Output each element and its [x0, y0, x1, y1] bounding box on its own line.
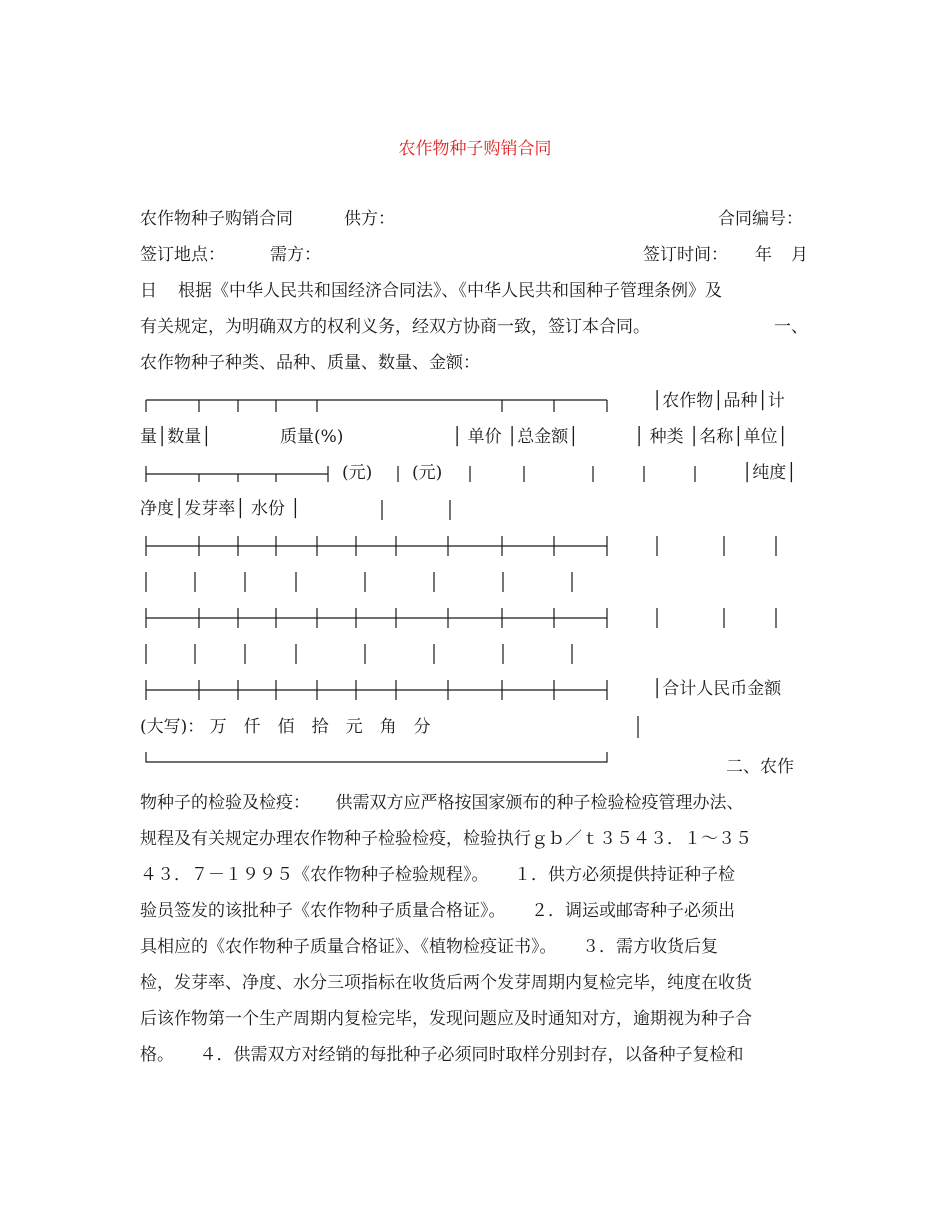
total-amount-label: │合计人民币金额 [652, 679, 782, 699]
intro-line-2 [140, 312, 810, 342]
year-label: 年 [755, 245, 772, 265]
body-line: 检，发芽率、净度、水分三项指标在收货后两个发芽周期内复检完毕，纯度在收货 [140, 973, 752, 993]
body-line: 格。 ４．供需双方对经销的每批种子必须同时取样分别封存，以备种子复检和 [140, 1045, 744, 1065]
capital-units: (大写)： 万 仟 佰 拾 元 角 分 [140, 717, 431, 737]
section-1-title: 农作物种子种类、品种、质量、数量、金额： [140, 353, 480, 373]
contract-name: 农作物种子购销合同 [140, 209, 293, 229]
table-header-right-1: │农作物│品种│计 [652, 391, 785, 411]
table-row-5 [140, 530, 810, 560]
contract-number-label: 合同编号： [718, 209, 803, 229]
unit-yuan-2: (元) [412, 463, 443, 483]
supplier-label: 供方： [344, 209, 395, 229]
unit-yuan-1: (元) [342, 463, 373, 483]
sign-time-label: 签订时间： [643, 245, 728, 265]
table-row-3-lines [140, 458, 810, 488]
table-row-7 [140, 602, 810, 632]
intro-line-1 [140, 276, 810, 306]
table-row-4 [140, 494, 810, 524]
table-header-row-2 [140, 422, 810, 452]
body-line: 规程及有关规定办理农作物种子检验检疫，检验执行ｇｂ／ｔ３５４３．１～３５ [140, 829, 752, 849]
day-label: 日 [140, 281, 157, 301]
body-line: 后该作物第一个生产周期内复检完毕，发现问题应及时通知对方，逾期视为种子合 [140, 1009, 752, 1029]
table-header-price: │ 单价 │总金额│ [452, 427, 579, 447]
intro-text-b: 有关规定，为明确双方的权利义务，经双方协商一致，签订本合同。 [140, 317, 650, 337]
table-row-8 [140, 638, 810, 668]
table-row-3 [140, 458, 810, 488]
sign-place-label: 签订地点： [140, 245, 225, 265]
table-capital-row [140, 712, 810, 742]
table-row-7-lines [140, 602, 810, 632]
body-line: ４３．７－１９９５《农作物种子检验规程》。 １．供方必须提供持证种子检 [140, 865, 735, 885]
table-bottom-border-lines [140, 748, 810, 778]
buyer-label: 需方： [270, 245, 321, 265]
body-line: 物种子的检验及检疫： 供需双方应严格按国家颁布的种子检验检疫管理办法、 [140, 793, 744, 813]
document-title: 农作物种子购销合同 [398, 139, 552, 159]
table-header-purity: │纯度│ [742, 463, 797, 483]
table-header-quantity: 量│数量│ [140, 427, 212, 447]
header-line-2 [140, 240, 810, 270]
body-line: 具相应的《农作物种子质量合格证》、《植物检疫证书》。 ３．需方收货后复 [140, 937, 718, 957]
table-row-6 [140, 566, 810, 596]
table-row-5-lines [140, 530, 810, 560]
table-header-kind: │ 种类 │名称│单位│ [634, 427, 788, 447]
table-row-6-lines [140, 566, 810, 596]
table-top-border [140, 386, 810, 416]
table-header-cleanliness: 净度│发芽率│ 水份 │ [140, 499, 301, 519]
table-row-8-lines [140, 638, 810, 668]
month-label: 月 [791, 245, 808, 265]
table-total-row [140, 674, 810, 704]
table-bottom-border [140, 748, 810, 778]
header-line-1 [140, 204, 810, 234]
intro-text-a: 根据《中华人民共和国经济合同法》、《中华人民共和国种子管理条例》及 [178, 281, 722, 301]
body-line: 验员签发的该批种子《农作物种子质量合格证》。 ２．调运或邮寄种子必须出 [140, 901, 735, 921]
section-2-heading: 二、农作 [726, 757, 794, 777]
section-1-number: 一、 [774, 317, 808, 337]
table-header-quality: 质量(%) [280, 427, 344, 447]
section-1-heading [140, 348, 810, 378]
